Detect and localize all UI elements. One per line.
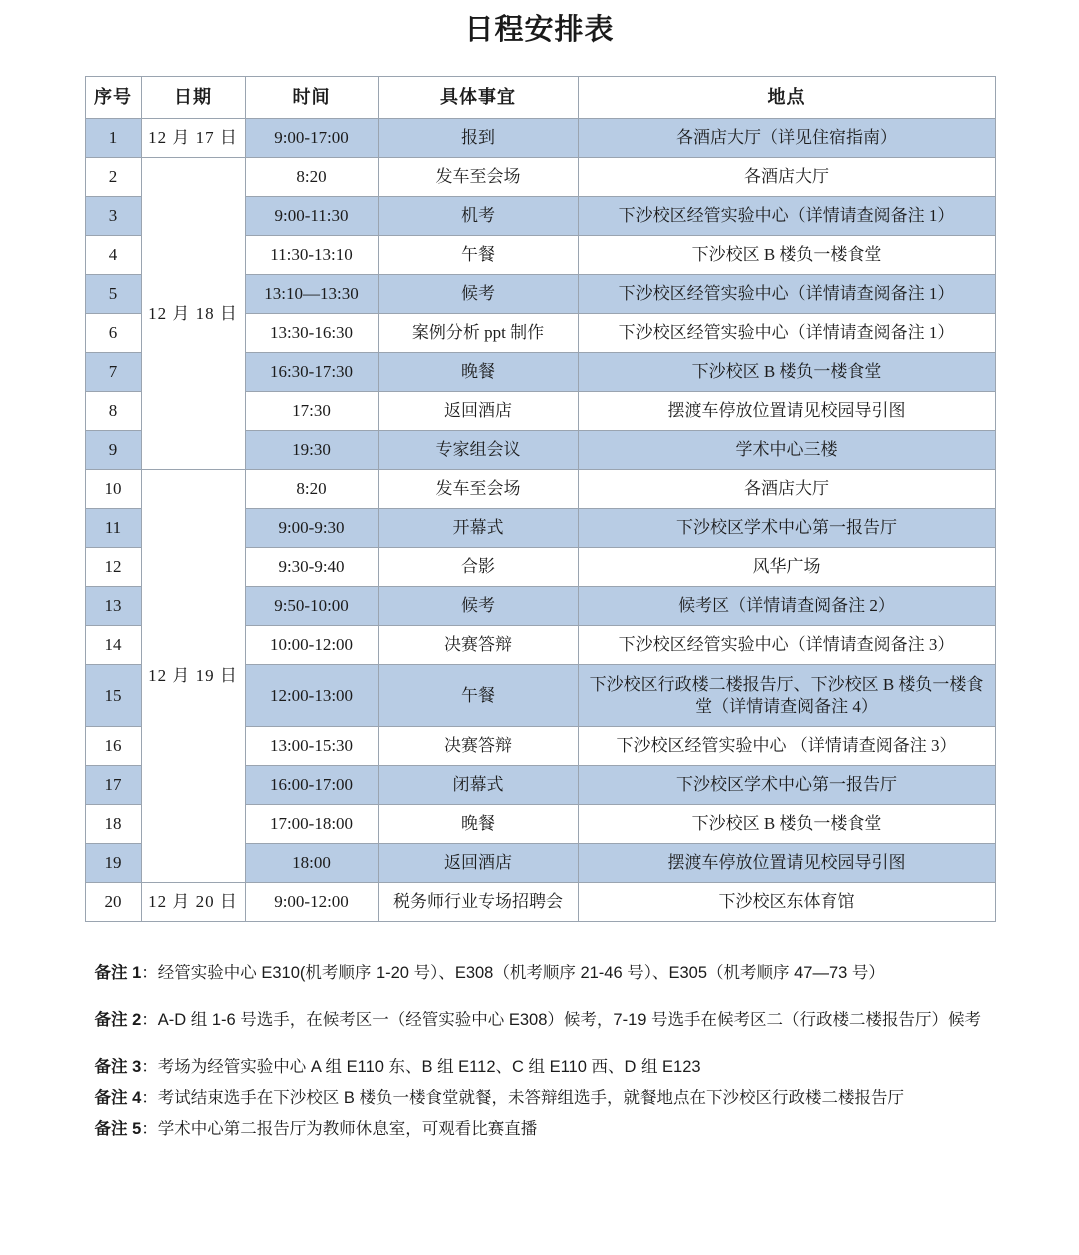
cell-time: 8:20 [245, 470, 378, 509]
cell-sequence-number: 9 [85, 431, 141, 470]
note-text: A-D 组 1-6 号选手，在候考区一（经管实验中心 E308）候考，7-19 号选手在候考区二（行政楼二楼报告厅）候考 [157, 1011, 982, 1029]
notes-section [95, 958, 985, 1145]
note-label: 备注 1 [94, 964, 142, 982]
cell-sequence-number: 7 [85, 353, 141, 392]
note-separator: ： [141, 1089, 158, 1107]
cell-activity: 税务师行业专场招聘会 [378, 883, 578, 922]
cell-time: 12:00-13:00 [245, 665, 378, 727]
cell-activity: 闭幕式 [378, 766, 578, 805]
cell-activity: 开幕式 [378, 509, 578, 548]
cell-date: 12 月 18 日 [141, 158, 245, 470]
note-text: 经管实验中心 E310(机考顺序 1-20 号）、E308（机考顺序 21-46 号）、E305（机考顺序 47—73 号） [157, 964, 885, 982]
cell-time: 10:00-12:00 [245, 626, 378, 665]
cell-sequence-number: 11 [85, 509, 141, 548]
cell-time: 16:00-17:00 [245, 766, 378, 805]
cell-activity: 候考 [378, 587, 578, 626]
cell-sequence-number: 15 [85, 665, 141, 727]
cell-time: 17:00-18:00 [245, 805, 378, 844]
column-header-item: 具体事宜 [378, 77, 578, 119]
cell-activity: 返回酒店 [378, 844, 578, 883]
note-item [95, 1005, 985, 1036]
cell-sequence-number: 17 [85, 766, 141, 805]
cell-activity: 发车至会场 [378, 158, 578, 197]
note-separator: ： [141, 1011, 158, 1029]
cell-sequence-number: 13 [85, 587, 141, 626]
note-label: 备注 5 [94, 1120, 142, 1138]
cell-date: 12 月 20 日 [141, 883, 245, 922]
cell-time: 19:30 [245, 431, 378, 470]
cell-activity: 午餐 [378, 236, 578, 275]
cell-location: 下沙校区经管实验中心（详情请查阅备注 1） [578, 275, 995, 314]
cell-sequence-number: 1 [85, 119, 141, 158]
page-title: 日程安排表 [464, 14, 615, 46]
cell-location: 下沙校区经管实验中心（详情请查阅备注 1） [578, 314, 995, 353]
cell-activity: 决赛答辩 [378, 727, 578, 766]
table-row [85, 470, 995, 509]
cell-time: 13:00-15:30 [245, 727, 378, 766]
note-item [95, 1083, 985, 1114]
cell-location: 风华广场 [578, 548, 995, 587]
cell-time: 11:30-13:10 [245, 236, 378, 275]
cell-activity: 晚餐 [378, 805, 578, 844]
note-item [95, 1052, 985, 1083]
cell-location: 各酒店大厅 [578, 158, 995, 197]
note-label: 备注 3 [94, 1058, 142, 1076]
table-header [85, 77, 995, 119]
table-body [85, 119, 995, 922]
cell-sequence-number: 6 [85, 314, 141, 353]
column-header-no: 序号 [85, 77, 141, 119]
cell-location: 各酒店大厅 [578, 470, 995, 509]
cell-activity: 合影 [378, 548, 578, 587]
schedule-table-container [85, 76, 995, 922]
cell-activity: 案例分析 ppt 制作 [378, 314, 578, 353]
cell-location: 下沙校区东体育馆 [578, 883, 995, 922]
cell-location: 下沙校区学术中心第一报告厅 [578, 766, 995, 805]
cell-sequence-number: 5 [85, 275, 141, 314]
table-row [85, 158, 995, 197]
note-label: 备注 4 [94, 1089, 142, 1107]
note-label: 备注 2 [94, 1011, 142, 1029]
cell-date: 12 月 19 日 [141, 470, 245, 883]
cell-time: 9:00-12:00 [245, 883, 378, 922]
cell-time: 9:30-9:40 [245, 548, 378, 587]
cell-time: 17:30 [245, 392, 378, 431]
cell-time: 9:00-17:00 [245, 119, 378, 158]
schedule-table [85, 76, 996, 922]
cell-sequence-number: 4 [85, 236, 141, 275]
table-row [85, 883, 995, 922]
note-text: 学术中心第二报告厅为教师休息室，可观看比赛直播 [157, 1120, 538, 1138]
cell-time: 9:00-11:30 [245, 197, 378, 236]
cell-sequence-number: 10 [85, 470, 141, 509]
cell-time: 13:10—13:30 [245, 275, 378, 314]
cell-location: 学术中心三楼 [578, 431, 995, 470]
note-separator: ： [141, 1120, 158, 1138]
cell-activity: 机考 [378, 197, 578, 236]
cell-activity: 候考 [378, 275, 578, 314]
cell-location: 下沙校区经管实验中心（详情请查阅备注 1） [578, 197, 995, 236]
cell-activity: 晚餐 [378, 353, 578, 392]
cell-activity: 午餐 [378, 665, 578, 727]
cell-location: 下沙校区经管实验中心（详情请查阅备注 3） [578, 626, 995, 665]
cell-sequence-number: 12 [85, 548, 141, 587]
cell-location: 下沙校区行政楼二楼报告厅、下沙校区 B 楼负一楼食堂（详情请查阅备注 4） [578, 665, 995, 727]
cell-location: 下沙校区 B 楼负一楼食堂 [578, 805, 995, 844]
cell-sequence-number: 2 [85, 158, 141, 197]
note-text: 考场为经管实验中心 A 组 E110 东、B 组 E112、C 组 E110 西、D 组 E123 [157, 1058, 701, 1076]
cell-sequence-number: 8 [85, 392, 141, 431]
cell-sequence-number: 16 [85, 727, 141, 766]
cell-time: 13:30-16:30 [245, 314, 378, 353]
cell-location: 下沙校区经管实验中心 （详情请查阅备注 3） [578, 727, 995, 766]
cell-activity: 专家组会议 [378, 431, 578, 470]
note-item [95, 958, 985, 989]
cell-activity: 返回酒店 [378, 392, 578, 431]
cell-location: 各酒店大厅（详见住宿指南） [578, 119, 995, 158]
note-text: 考试结束选手在下沙校区 B 楼负一楼食堂就餐，未答辩组选手，就餐地点在下沙校区行政楼二楼报告厅 [157, 1089, 904, 1107]
cell-location: 摆渡车停放位置请见校园导引图 [578, 392, 995, 431]
column-header-date: 日期 [141, 77, 245, 119]
cell-location: 候考区（详情请查阅备注 2） [578, 587, 995, 626]
cell-location: 摆渡车停放位置请见校园导引图 [578, 844, 995, 883]
cell-sequence-number: 18 [85, 805, 141, 844]
note-separator: ： [141, 1058, 158, 1076]
cell-sequence-number: 14 [85, 626, 141, 665]
cell-location: 下沙校区 B 楼负一楼食堂 [578, 353, 995, 392]
cell-activity: 决赛答辩 [378, 626, 578, 665]
note-separator: ： [141, 964, 158, 982]
cell-sequence-number: 3 [85, 197, 141, 236]
column-header-place: 地点 [578, 77, 995, 119]
cell-time: 9:00-9:30 [245, 509, 378, 548]
cell-time: 18:00 [245, 844, 378, 883]
cell-date: 12 月 17 日 [141, 119, 245, 158]
cell-location: 下沙校区学术中心第一报告厅 [578, 509, 995, 548]
cell-sequence-number: 20 [85, 883, 141, 922]
cell-activity: 报到 [378, 119, 578, 158]
note-item [95, 1114, 985, 1145]
cell-time: 9:50-10:00 [245, 587, 378, 626]
cell-location: 下沙校区 B 楼负一楼食堂 [578, 236, 995, 275]
cell-time: 8:20 [245, 158, 378, 197]
column-header-time: 时间 [245, 77, 378, 119]
cell-sequence-number: 19 [85, 844, 141, 883]
cell-time: 16:30-17:30 [245, 353, 378, 392]
table-row [85, 119, 995, 158]
header-row [85, 77, 995, 119]
cell-activity: 发车至会场 [378, 470, 578, 509]
